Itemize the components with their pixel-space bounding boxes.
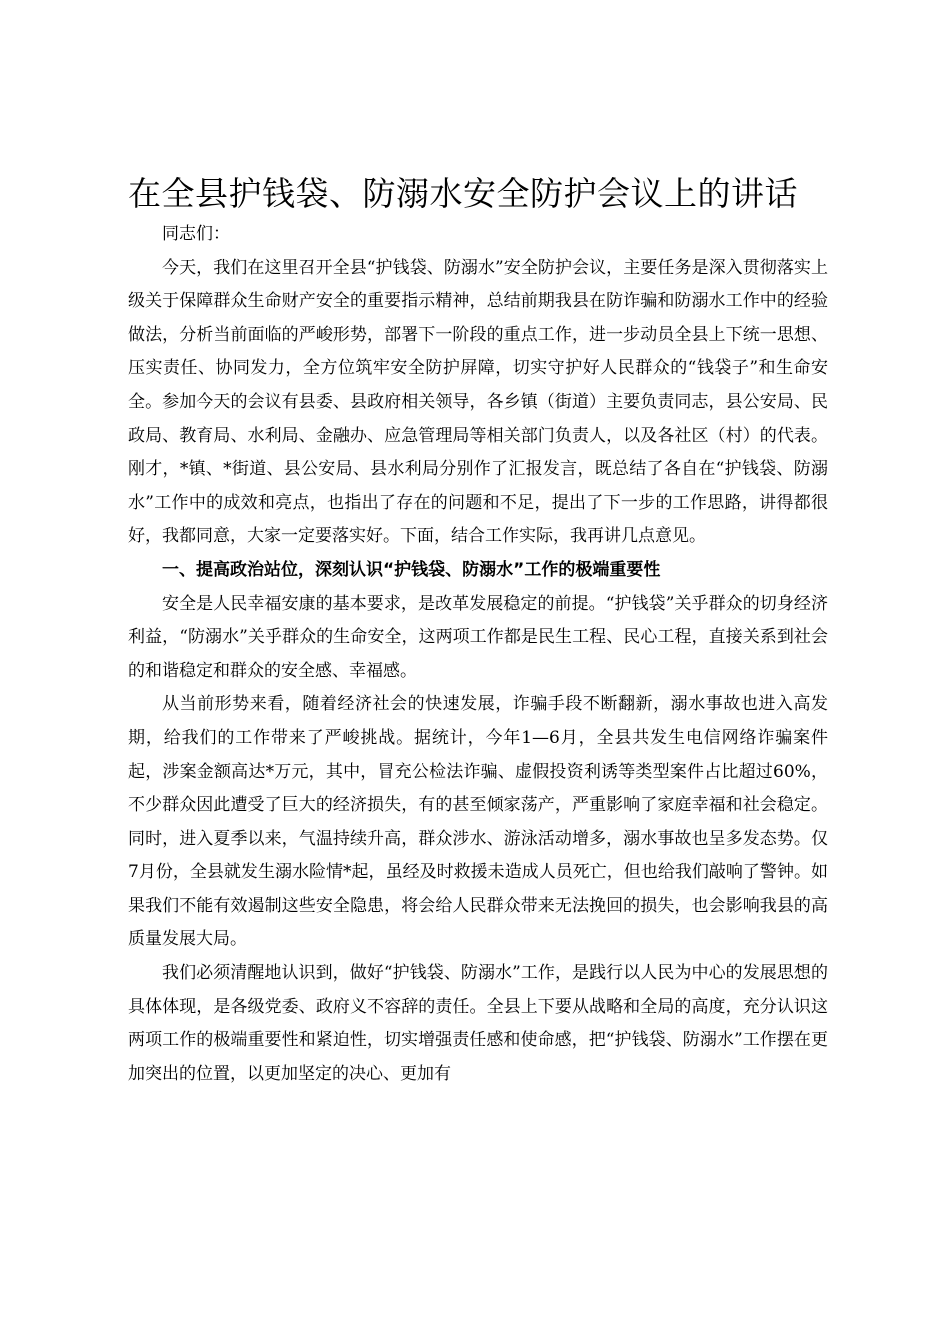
- document-body: [128, 218, 828, 1091]
- document-title: 在全县护钱袋、防溺水安全防护会议上的讲话: [128, 174, 798, 213]
- section-heading-1: 一、提高政治站位，深刻认识“护钱袋、防溺水”工作的极端重要性: [162, 559, 661, 580]
- section1-paragraph-2: 从当前形势来看，随着经济社会的快速发展，诈骗手段不断翻新，溺水事故也进入高发期，给我们的工作带来了严峻挑战。据统计，今年1—6月，全县共发生电信网络诈骗案件起，涉案金额高达*万元，其中，冒充公检法诈骗、虚假投资利诱等类型案件占比超过60%，不少群众因此遭受了巨大的经济损失，有的甚至倾家荡产，严重影响了家庭幸福和社会稳定。同时，进入夏季以来，气温持续升高，群众涉水、游泳活动增多，溺水事故也呈多发态势。仅7月份，全县就发生溺水险情*起，虽经及时救援未造成人员死亡，但也给我们敲响了警钟。如果我们不能有效遏制这些安全隐患，将会给人民群众带来无法挽回的损失，也会影响我县的高质量发展大局。: [128, 694, 828, 950]
- section1-paragraph-1: 安全是人民幸福安康的基本要求，是改革发展稳定的前提。“护钱袋”关乎群众的切身经济利益，“防溺水”关乎群众的生命安全，这两项工作都是民生工程、民心工程，直接关系到社会的和谐稳定和群众的安全感、幸福感。: [128, 593, 828, 681]
- intro-paragraph: 今天，我们在这里召开全县“护钱袋、防溺水”安全防护会议，主要任务是深入贯彻落实上级关于保障群众生命财产安全的重要指示精神，总结前期我县在防诈骗和防溺水工作中的经验做法，分析当前面临的严峻形势，部署下一阶段的重点工作，进一步动员全县上下统一思想、压实责任、协同发力，全方位筑牢安全防护屏障，切实守护好人民群众的“钱袋子”和生命安全。参加今天的会议有县委、县政府相关领导，各乡镇（街道）主要负责同志，县公安局、民政局、教育局、水利局、金融办、应急管理局等相关部门负责人，以及各社区（村）的代表。刚才，*镇、*街道、县公安局、县水利局分别作了汇报发言，既总结了各自在“护钱袋、防溺水”工作中的成效和亮点，也指出了存在的问题和不足，提出了下一步的工作思路，讲得都很好，我都同意，大家一定要落实好。下面，结合工作实际，我再讲几点意见。: [128, 257, 828, 547]
- section1-paragraph-3: 我们必须清醒地认识到，做好“护钱袋、防溺水”工作，是践行以人民为中心的发展思想的具体体现，是各级党委、政府义不容辞的责任。全县上下要从战略和全局的高度，充分认识这两项工作的极端重要性和紧迫性，切实增强责任感和使命感，把“护钱袋、防溺水”工作摆在更加突出的位置，以更加坚定的决心、更加有: [128, 963, 828, 1084]
- salutation: 同志们：: [162, 224, 230, 244]
